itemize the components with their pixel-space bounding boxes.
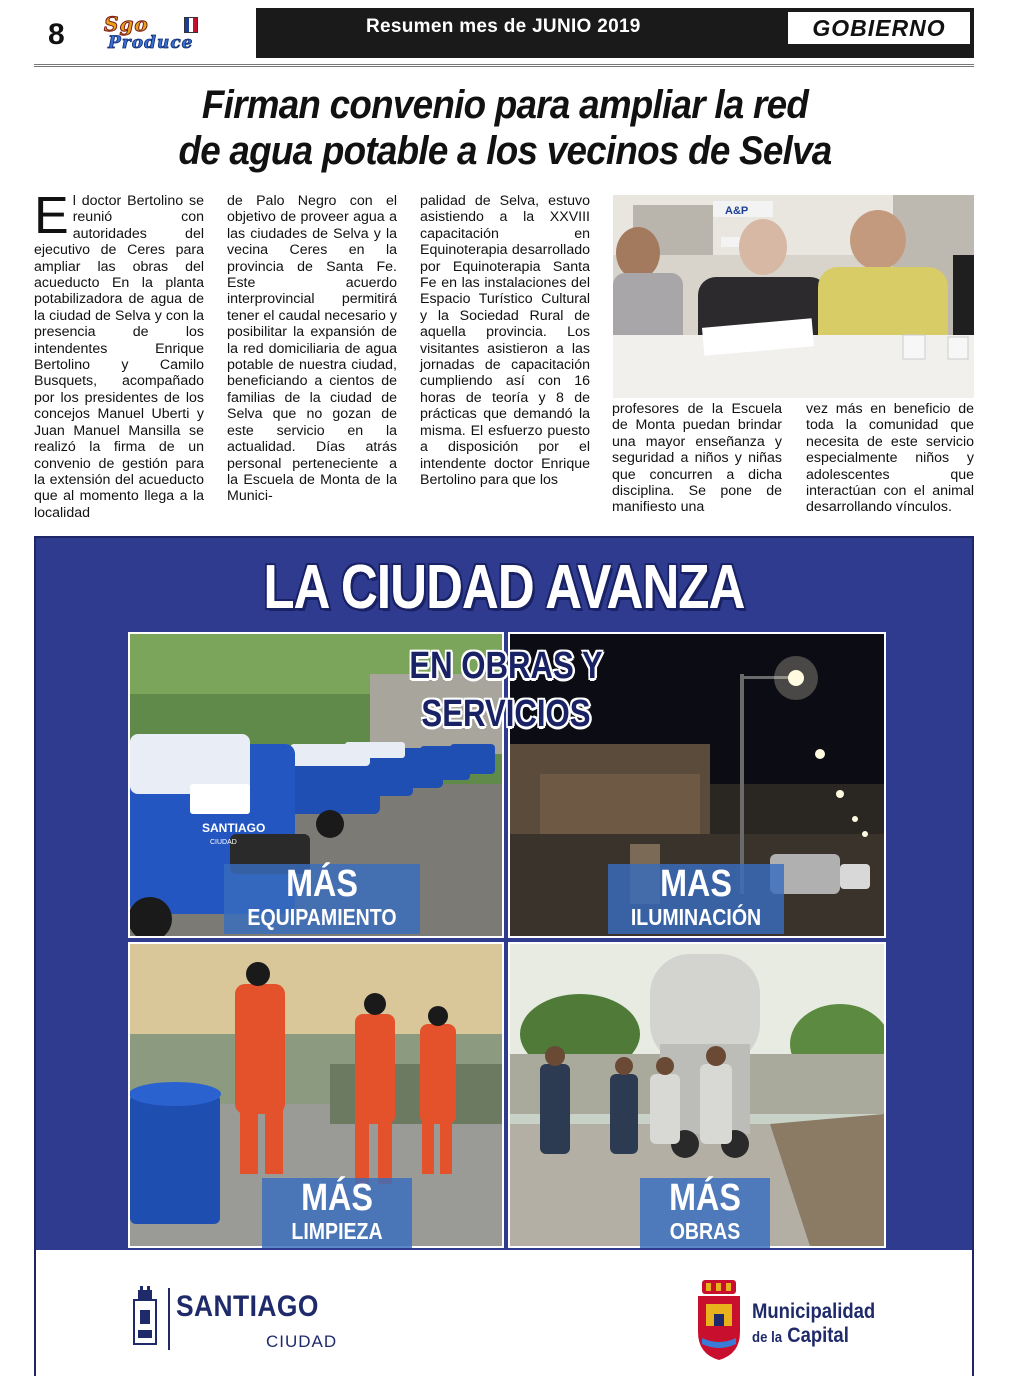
article-column-4: profesores de la Escuela de Monta puedan brindar una mayor enseñanza y seguridad a niños y niñas que concurren a dicha disciplina. Se pone de manifiesto una	[612, 401, 782, 516]
muni-name-capital: Capital	[787, 1324, 849, 1347]
label-big-text: MAS	[660, 863, 732, 905]
article-column-2: de Palo Negro con el objetivo de proveer agua a las ciudades de Selva y la vecina Ceres en la provincia de Santa Fe. Este acuerdo interprovincial permitirá tener el caudal necesario y posibilitar la expansión de la red domiciliaria de agua potable de nuestra ciudad, beneficiando a cientos de familias de la ciudad de Selva que no gozan de este servicio en la actualidad. Días atrás personal perteneciente a la Escuela de Monta de la Munici-	[227, 193, 397, 505]
page-number: 8	[48, 18, 65, 51]
muni-name-line2	[752, 1324, 849, 1348]
municipalidad-logo	[696, 1280, 896, 1364]
headline-line-2: de agua potable a los vecinos de Selva	[178, 129, 832, 173]
drop-cap: E	[34, 187, 69, 245]
santiago-name: SANTIAGO	[176, 1290, 319, 1323]
coat-of-arms-icon	[696, 1280, 742, 1360]
article-column-1	[34, 187, 204, 521]
photo-sign-text: A&P	[725, 205, 749, 217]
ad-subtitle: EN OBRAS Y SERVICIOS	[409, 645, 603, 735]
logo-separator	[168, 1288, 170, 1350]
flag-icon	[184, 17, 198, 33]
label-small-text: OBRAS	[669, 1218, 741, 1244]
signing-photo	[613, 195, 974, 398]
label-big-text: MÁS	[286, 863, 358, 905]
logo-text-bottom: Produce	[108, 33, 194, 53]
sgo-produce-logo	[104, 12, 254, 56]
label-mas-limpieza	[262, 1178, 412, 1248]
label-mas-equipamiento	[224, 864, 420, 934]
ad-footer	[36, 1250, 972, 1376]
muni-name-prefix: de la	[752, 1329, 783, 1346]
label-mas-obras	[640, 1178, 770, 1248]
label-mas-iluminacion	[608, 864, 784, 934]
article-column-3: palidad de Selva, estuvo asistiendo a la XXVIII capacitación en Equinoterapia desarrollado por Equinoterapia Santa Fe en las instalaciones del Espacio Turístico Cultural y la Sociedad Rural de aquella provincia. Los visitantes asistieron a las jornadas de capacitación cumpliendo así con 16 horas de teoría y 8 de prácticas que demandó la misma. El esfuerzo puesto a disposición por el intendente doctor Enrique Bertolino para que los	[420, 193, 590, 488]
label-small-text: EQUIPAMIENTO	[247, 904, 397, 930]
logo-text-top: Sgo	[104, 12, 149, 36]
truck-brand-text: SANTIAGO	[202, 821, 266, 835]
santiago-ciudad-logo	[132, 1286, 352, 1356]
page-header	[34, 8, 974, 58]
muni-name-line1: Municipalidad	[752, 1300, 876, 1323]
truck-brand-subtext: CIUDAD	[210, 839, 237, 846]
header-divider	[34, 64, 974, 67]
label-big-text: MÁS	[301, 1177, 373, 1219]
ciudad-avanza-ad	[34, 536, 974, 1376]
section-label: GOBIERNO	[788, 12, 970, 44]
castle-icon	[132, 1286, 158, 1348]
article-headline	[77, 82, 933, 174]
issue-label: Resumen mes de JUNIO 2019	[366, 16, 641, 37]
header-bar	[256, 8, 974, 58]
santiago-sub: CIUDAD	[266, 1332, 338, 1351]
column-1-text: l doctor Bertolino se reunió con autoridades del ejecutivo de Ceres para ampliar las obras del acueducto En la planta potabilizadora de agua de la ciudad de Selva y con la presencia de los intendentes Enrique Bertolino y Camilo Busquets, acompañado por los presidentes de los concejos Manuel Uberti y Juan Manuel Mansilla se realizó la firma de un convenio de gestión para la extensión del acueducto que al momento llega a la localidad	[34, 193, 204, 521]
label-small-text: LIMPIEZA	[291, 1218, 383, 1244]
ad-title: LA CIUDAD AVANZA	[263, 553, 745, 622]
article-column-5: vez más en beneficio de toda la comunidad que necesita de este servicio especialmente niños y adolescentes que interactúan con el animal desarrollando vínculos.	[806, 401, 974, 516]
label-small-text: ILUMINACIÓN	[630, 904, 762, 930]
label-big-text: MÁS	[669, 1177, 741, 1219]
headline-line-1: Firman convenio para ampliar la red	[201, 83, 809, 127]
